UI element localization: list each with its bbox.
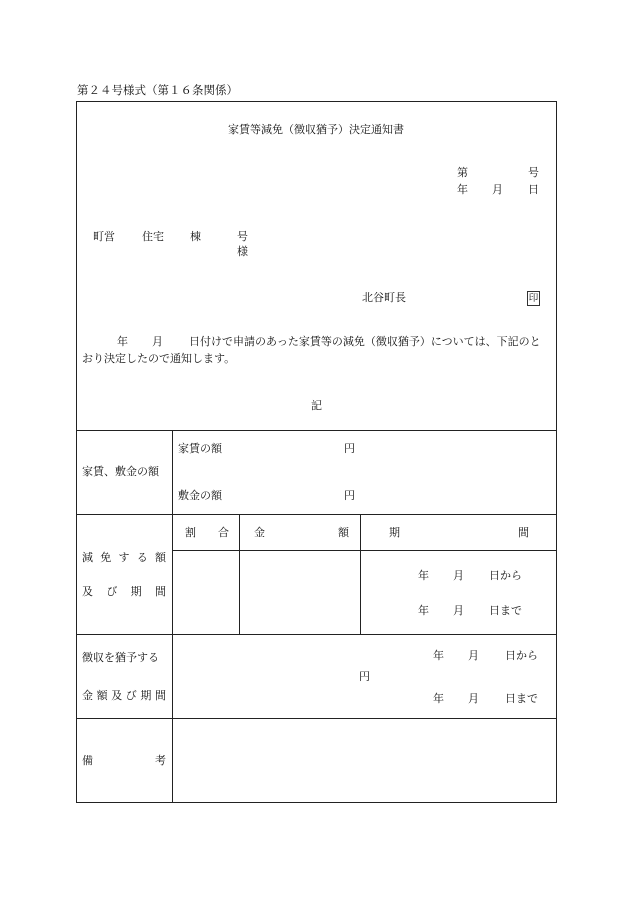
reduction-to-month: 月 [453, 604, 464, 617]
frame-right [556, 101, 557, 803]
ratio-column-divider [239, 514, 240, 635]
col-amount-header-a: 金 [254, 526, 265, 539]
reduction-label-char: 期 [130, 585, 142, 598]
col-ratio-char: 合 [218, 526, 229, 539]
deferral-from-month: 月 [468, 649, 479, 662]
recipient-town: 町営 [93, 230, 115, 243]
deferral-label-char: 間 [154, 689, 166, 702]
frame-left [76, 101, 77, 803]
recipient-building: 棟 [190, 230, 201, 243]
col-ratio-header [185, 527, 229, 538]
col-ratio-char: 割 [185, 526, 196, 539]
deposit-amount-label: 敷金の額 [178, 489, 222, 502]
col-amount-header-b: 額 [338, 526, 349, 539]
deferral-to-month: 月 [468, 692, 479, 705]
doc-number-suffix: 号 [528, 166, 539, 179]
deferral-to-day: 日まで [505, 692, 538, 705]
frame-bottom [76, 802, 557, 803]
reduction-header-divider [172, 550, 557, 551]
rent-amount-label: 家賃の額 [178, 442, 222, 455]
deferral-label-char: 額 [96, 689, 108, 702]
form-number: 第２４号様式（第１６条関係） [77, 83, 238, 97]
row-divider-4 [76, 718, 557, 719]
reduction-label-char: 免 [100, 551, 112, 564]
deferral-from-year: 年 [433, 649, 444, 662]
body-date-month: 月 [152, 335, 163, 348]
row-divider-3 [76, 634, 557, 635]
deferral-label-char: び [125, 689, 137, 702]
notice-title: 家賃等減免（徴収猶予）決定通知書 [228, 123, 404, 136]
reduction-label-char: す [118, 551, 130, 564]
deferral-label-char: 金 [82, 689, 93, 702]
date-year: 年 [457, 183, 468, 196]
remarks-label-a: 備 [82, 754, 93, 767]
deferral-label-char: 及 [111, 689, 123, 702]
deferral-label-line2 [82, 690, 166, 701]
body-text-line1: 日付けで申請のあった家賃等の減免（徴収猶予）については、下記のと [189, 335, 541, 348]
reduction-label-char: 額 [155, 551, 166, 564]
reduction-from-day: 日から [489, 569, 522, 582]
recipient-housing: 住宅 [142, 230, 164, 243]
reduction-to-day: 日まで [489, 604, 522, 617]
deferral-unit: 円 [359, 670, 370, 683]
col-period-header-b: 間 [518, 526, 529, 539]
reduction-label-char: 及 [82, 585, 93, 598]
date-month: 月 [492, 183, 503, 196]
issuer-name: 北谷町長 [362, 291, 406, 304]
col-period-header-a: 期 [389, 526, 400, 539]
deferral-label-char: 期 [140, 689, 152, 702]
remarks-label-b: 考 [155, 754, 166, 767]
reduction-label-line2 [82, 586, 166, 597]
rent-unit: 円 [344, 442, 355, 455]
recipient-number: 号 [237, 230, 248, 243]
body-date-year: 年 [117, 335, 128, 348]
row-divider-2 [76, 514, 557, 515]
recipient-honorific: 様 [237, 245, 248, 258]
date-day: 日 [528, 183, 539, 196]
amount-column-divider [360, 514, 361, 635]
reduction-from-month: 月 [453, 569, 464, 582]
reduction-from-year: 年 [418, 569, 429, 582]
reduction-label-char: 間 [154, 585, 166, 598]
deferral-from-day: 日から [505, 649, 538, 662]
doc-number-prefix: 第 [457, 166, 468, 179]
rent-deposit-label: 家賃、敷金の額 [82, 465, 159, 478]
reduction-to-year: 年 [418, 604, 429, 617]
reduction-label-char: び [106, 585, 118, 598]
ki-heading: 記 [311, 399, 322, 412]
frame-top [76, 101, 557, 102]
seal-mark: 印 [528, 293, 539, 304]
deposit-unit: 円 [344, 489, 355, 502]
label-column-divider [172, 430, 173, 803]
reduction-label-char: る [136, 551, 148, 564]
reduction-label-char: 減 [82, 551, 93, 564]
deferral-label-line1: 徴収を猶予する [82, 651, 159, 664]
deferral-to-year: 年 [433, 692, 444, 705]
row-divider-1 [76, 430, 557, 431]
reduction-label-line1 [82, 552, 166, 563]
body-text-line2: おり決定したので通知します。 [82, 352, 236, 365]
